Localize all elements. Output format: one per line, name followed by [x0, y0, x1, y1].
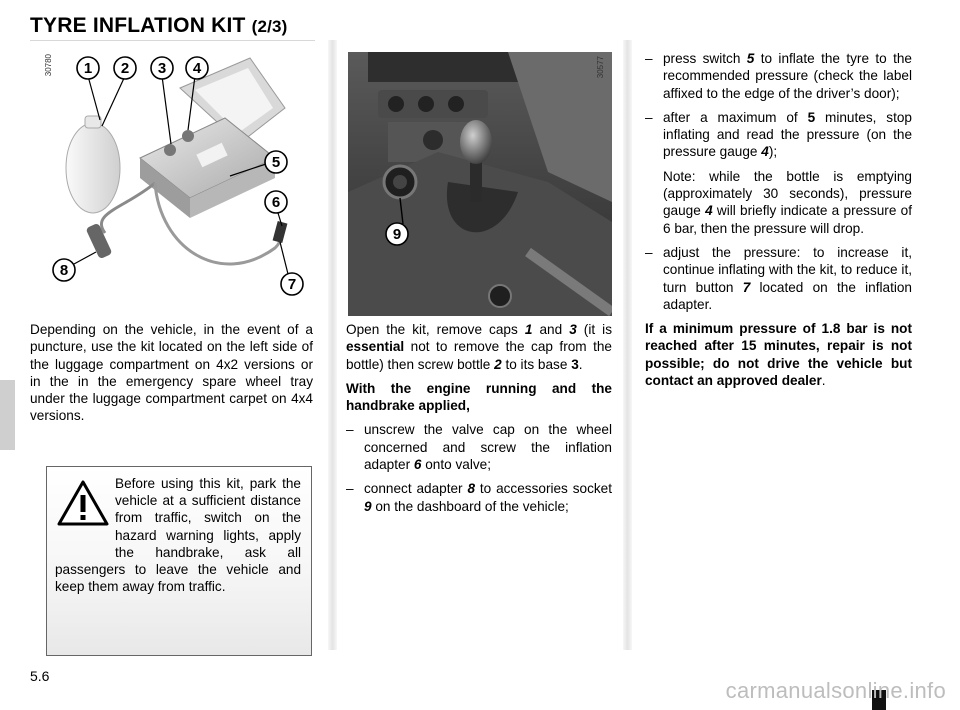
emphasis-essential: essential	[346, 339, 405, 355]
text-run: to its base	[501, 356, 572, 372]
warning-icon-spacer	[55, 475, 115, 545]
ref-socket-9: 9	[364, 498, 372, 514]
ref-gauge-4: 4	[761, 144, 769, 160]
callout-2-label: 2	[120, 60, 130, 77]
open-kit-paragraph	[346, 321, 612, 373]
instructions-column-3	[645, 50, 912, 396]
ref-gauge-4: 4	[705, 203, 713, 219]
dash-bullet: –	[346, 481, 354, 497]
list-item	[346, 480, 612, 515]
figure-ref-30780: 30780	[44, 54, 53, 77]
list-item	[645, 244, 912, 313]
text-run: .	[821, 373, 826, 389]
dash-bullet: –	[645, 51, 653, 66]
text-run: connect adapter	[364, 481, 468, 497]
page-title	[30, 14, 288, 38]
text-run: Open the kit, remove caps	[346, 322, 525, 337]
intro-column	[30, 321, 313, 432]
instructions-column-2	[346, 321, 612, 522]
title-rule	[30, 40, 315, 41]
list-item	[645, 109, 912, 161]
title-text: TYRE INFLATION KIT	[30, 14, 246, 37]
callout-6-label: 6	[271, 194, 281, 211]
dash-bullet: –	[645, 244, 653, 260]
heading-text: With the engine running and the handbrake applied,	[346, 380, 612, 414]
text-run: );	[768, 144, 778, 160]
ref-cap-1: 1	[524, 322, 533, 337]
text-run: and	[532, 322, 570, 337]
callout-9-label: 9	[392, 226, 402, 243]
text-run: to accessories socket	[475, 481, 612, 497]
text-run: after a maximum of	[663, 109, 808, 125]
ref-button-7: 7	[742, 279, 751, 295]
page-number: 5.6	[30, 668, 50, 684]
text-run: minutes, stop inflating and read the pressure (on the pressure gauge	[663, 109, 912, 160]
warning-bold-text: If a minimum pressure of 1.8 bar is not reached after 15 minutes, repair is not possible; do not drive the vehicle but contact an approved dealer	[645, 321, 912, 389]
ref-adapter-8: 8	[467, 481, 476, 497]
ref-minutes-5: 5	[807, 109, 816, 125]
list-item	[346, 421, 612, 473]
text-run: press switch	[663, 51, 747, 66]
column-divider-2	[623, 40, 632, 650]
dashboard-photo	[348, 52, 612, 316]
figure-ref-30577: 30577	[596, 56, 605, 79]
title-part: (2/3)	[251, 17, 288, 36]
ref-cap-3: 3	[569, 322, 577, 337]
text-run: located on the inflation adapter.	[663, 279, 912, 312]
section-tab	[0, 380, 15, 450]
text-run: onto valve;	[421, 457, 491, 473]
ref-adapter-6: 6	[413, 457, 422, 473]
dash-bullet: –	[645, 109, 653, 125]
callout-8-label: 8	[59, 262, 69, 279]
warning-text-block	[55, 475, 301, 595]
text-run: unscrew the valve cap on the wheel concerned and screw the inflation adapter	[364, 422, 612, 473]
text-run: adjust the pressure: to increase it, continue inflating with the kit, to reduce it, turn button	[663, 244, 912, 295]
callout-5-label: 5	[271, 154, 281, 171]
text-run: not to remove the cap from the bottle) then screw bottle	[346, 339, 612, 372]
engine-running-heading	[346, 380, 612, 415]
ref-bottle-2: 2	[494, 356, 502, 372]
dash-bullet: –	[346, 422, 354, 438]
callout-1-label: 1	[83, 60, 93, 77]
ref-switch-5: 5	[746, 51, 755, 66]
pressure-note	[645, 168, 912, 237]
warning-text: Before using this kit, park the vehicle at a sufficient distance from traffic, switch on the hazard warning lights, apply the handbrake, ask all passengers to leave the vehicle and keep them away from traffic.	[55, 476, 301, 595]
watermark: carmanualsonline.info	[725, 678, 946, 703]
list-item	[645, 50, 912, 102]
callout-3-label: 3	[157, 60, 167, 77]
text-run: will briefly indicate a pressure of 6 bar, then the pressure will drop.	[663, 203, 912, 236]
text-run: .	[578, 356, 583, 372]
text-run: Note: while the bottle is emptying (approximately 30 seconds), pressure gauge	[663, 168, 912, 219]
inflation-kit-illustration	[30, 48, 315, 303]
callout-7-label: 7	[287, 276, 297, 293]
ref-base-3: 3	[571, 356, 579, 372]
minimum-pressure-warning	[645, 320, 912, 389]
warning-box	[46, 466, 312, 656]
column-divider-1	[328, 40, 337, 650]
text-run: to inflate the tyre to the recommended pressure (check the label affixed to the edge of the driver’s door);	[663, 51, 912, 101]
text-run: on the dashboard of the vehicle;	[371, 498, 569, 514]
intro-paragraph: Depending on the vehicle, in the event of a puncture, use the kit located on the left side of the luggage compartment on 4x2 versions or in the in the emergency spare wheel tray under the luggage compartment carpet on 4x4 versions.	[30, 322, 313, 424]
callout-4-label: 4	[192, 60, 202, 77]
text-run: (it is	[576, 322, 612, 337]
